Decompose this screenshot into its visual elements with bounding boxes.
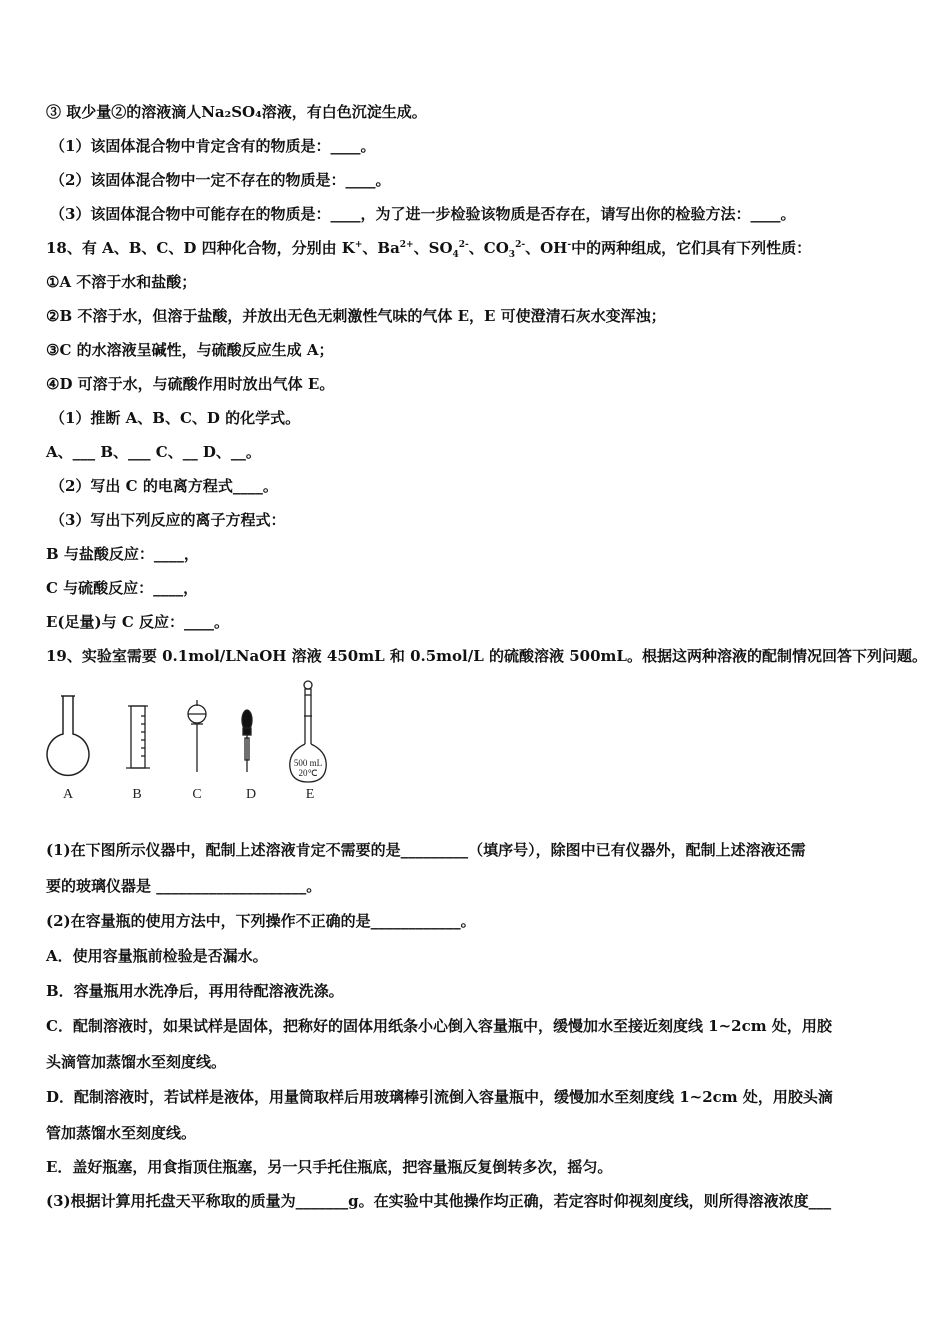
so4-subscript: 4 <box>452 250 459 260</box>
measuring-cylinder-icon <box>126 706 150 768</box>
label-d: D <box>245 787 257 802</box>
label-e: E <box>305 787 315 802</box>
co3-charge: 2- <box>515 240 526 250</box>
question-17-1: （1）该固体混合物中肯定含有的物质是：____。 <box>50 137 376 155</box>
co3-subscript: 3 <box>508 250 516 260</box>
label-a: A <box>62 787 74 802</box>
k-charge: + <box>354 240 363 250</box>
question-18-2: （2）写出 C 的电离方程式____。 <box>50 477 278 495</box>
q18-oh: 、OH <box>525 239 568 257</box>
flask-temp-label: 20℃ <box>298 768 318 778</box>
property-a: ①A 不溶于水和盐酸； <box>46 273 197 291</box>
property-b: ②B 不溶于水，但溶于盐酸，并放出无色无刺激性气味的气体 E，E 可使澄清石灰水变浑浊； <box>46 307 666 325</box>
q18-co3: 、CO <box>468 239 509 257</box>
question-17-2: （2）该固体混合物中一定不存在的物质是：____。 <box>50 171 391 189</box>
dropper-icon <box>242 710 252 772</box>
oh-charge: - <box>567 240 572 250</box>
text-line-1: ③ 取少量②的溶液滴人Na₂SO₄溶液，有白色沉淀生成。 <box>46 103 427 121</box>
question-19-1-b: 要的玻璃仪器是 ____________________。 <box>46 877 322 895</box>
so4-charge: 2- <box>458 240 469 250</box>
option-e: E．盖好瓶塞，用食指顶住瓶塞，另一只手托住瓶底，把容量瓶反复倒转多次，摇匀。 <box>46 1158 613 1176</box>
flask-volume-label: 500 mL <box>293 758 323 768</box>
question-17-3: （3）该固体混合物中可能存在的物质是：____，为了进一步检验该物质是否存在，请写出你的检验方法：____。 <box>50 205 796 223</box>
label-b: B <box>132 787 142 802</box>
q18-pre: 18、有 A、B、C、D 四种化合物，分别由 K <box>46 239 355 257</box>
question-18-3: （3）写出下列反应的离子方程式： <box>50 511 286 529</box>
question-19-stem: 19、实验室需要 0.1mol/LNaOH 溶液 450mL 和 0.5mol/L 的硫酸溶液 500mL。根据这两种溶液的配制情况回答下列问题。 <box>46 647 927 665</box>
option-c-a: C．配制溶液时，如果试样是固体，把称好的固体用纸条小心倒入容量瓶中，缓慢加水至接近刻度线 1~2cm 处，用胶 <box>46 1017 832 1035</box>
reaction-c-h2so4: C 与硫酸反应：____， <box>46 579 199 597</box>
label-c: C <box>192 787 202 802</box>
option-b: B．容量瓶用水洗净后，再用待配溶液洗涤。 <box>46 982 344 1000</box>
apparatus-figure <box>40 676 360 806</box>
question-19-2: (2)在容量瓶的使用方法中，下列操作不正确的是____________。 <box>46 912 476 930</box>
question-19-1-a: (1)在下图所示仪器中，配制上述溶液肯定不需要的是_________（填序号），除图中已有仪器外，配制上述溶液还需 <box>46 841 806 859</box>
q18-post: 中的两种组成，它们具有下列性质： <box>571 239 812 257</box>
question-18-1: （1）推断 A、B、C、D 的化学式。 <box>50 409 301 427</box>
option-a: A．使用容量瓶前检验是否漏水。 <box>46 947 268 965</box>
question-19-3: (3)根据计算用托盘天平称取的质量为_______g。在实验中其他操作均正确，若定容时仰视刻度线，则所得溶液浓度___ <box>46 1192 832 1210</box>
q18-ba: 、Ba <box>362 239 400 257</box>
answer-blanks-abcd: A、___ B、___ C、__ D、__。 <box>46 443 261 461</box>
separatory-funnel-icon <box>188 700 206 772</box>
round-flask-icon <box>47 696 89 775</box>
q18-so4: 、SO <box>413 239 453 257</box>
option-d-a: D．配制溶液时，若试样是液体，用量筒取样后用玻璃棒引流倒入容量瓶中，缓慢加水至刻度线 1~2cm 处，用胶头滴 <box>46 1088 833 1106</box>
option-c-b: 头滴管加蒸馏水至刻度线。 <box>46 1053 227 1071</box>
property-d: ④D 可溶于水，与硫酸作用时放出气体 E。 <box>46 375 335 393</box>
property-c: ③C 的水溶液呈碱性，与硫酸反应生成 A； <box>46 341 334 359</box>
reaction-e-c: E(足量)与 C 反应：____。 <box>46 613 230 631</box>
option-d-b: 管加蒸馏水至刻度线。 <box>46 1124 197 1142</box>
volumetric-flask-icon <box>290 681 326 782</box>
reaction-b-hcl: B 与盐酸反应：____， <box>46 545 199 563</box>
question-18-stem <box>46 238 811 258</box>
ba-charge: 2+ <box>399 240 414 250</box>
